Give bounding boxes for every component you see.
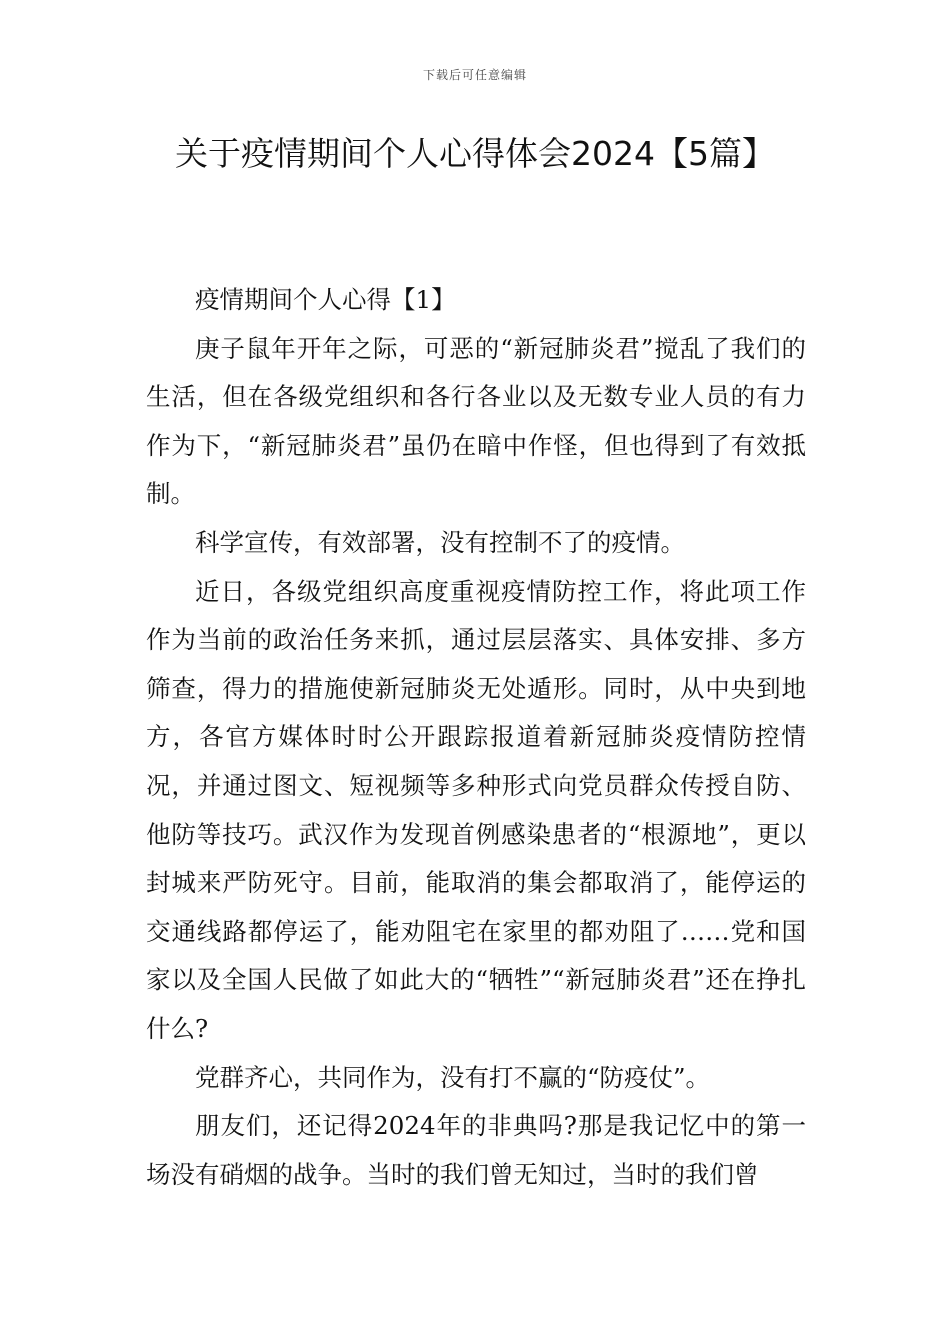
section-heading: 疫情期间个人心得【1】 xyxy=(195,285,456,314)
paragraph: 朋友们，还记得2024年的非典吗?那是我记忆中的第一场没有硝烟的战争。当时的我们曾无知过，当时的我们曾 xyxy=(146,1111,806,1189)
paragraph: 党群齐心，共同作为，没有打不赢的“防疫仗”。 xyxy=(195,1062,711,1092)
paragraph: 科学宣传，有效部署，没有控制不了的疫情。 xyxy=(195,527,685,557)
document-body xyxy=(146,276,806,1199)
header-note: 下载后可任意编辑 xyxy=(422,68,527,82)
paragraph: 庚子鼠年开年之际，可恶的“新冠肺炎君”搅乱了我们的生活，但在各级党组织和各行各业以及无数专业人员的有力作为下，“新冠肺炎君”虽仍在暗中作怪，但也得到了有效抵制。 xyxy=(146,333,806,509)
document-title: 关于疫情期间个人心得体会2024【5篇】 xyxy=(175,134,775,173)
paragraph: 近日，各级党组织高度重视疫情防控工作，将此项工作作为当前的政治任务来抓，通过层层落实、具体安排、多方筛查，得力的措施使新冠肺炎无处遁形。同时，从中央到地方，各官方媒体时时公开跟踪报道着新冠肺炎疫情防控情况，并通过图文、短视频等多种形式向党员群众传授自防、他防等技巧。武汉作为发现首例感染患者的“根源地”，更以封城来严防死守。目前，能取消的集会都取消了，能停运的交通线路都停运了，能劝阻宅在家里的都劝阻了……党和国家以及全国人民做了如此大的“牺牲”“新冠肺炎君”还在挣扎什么? xyxy=(146,576,806,1043)
